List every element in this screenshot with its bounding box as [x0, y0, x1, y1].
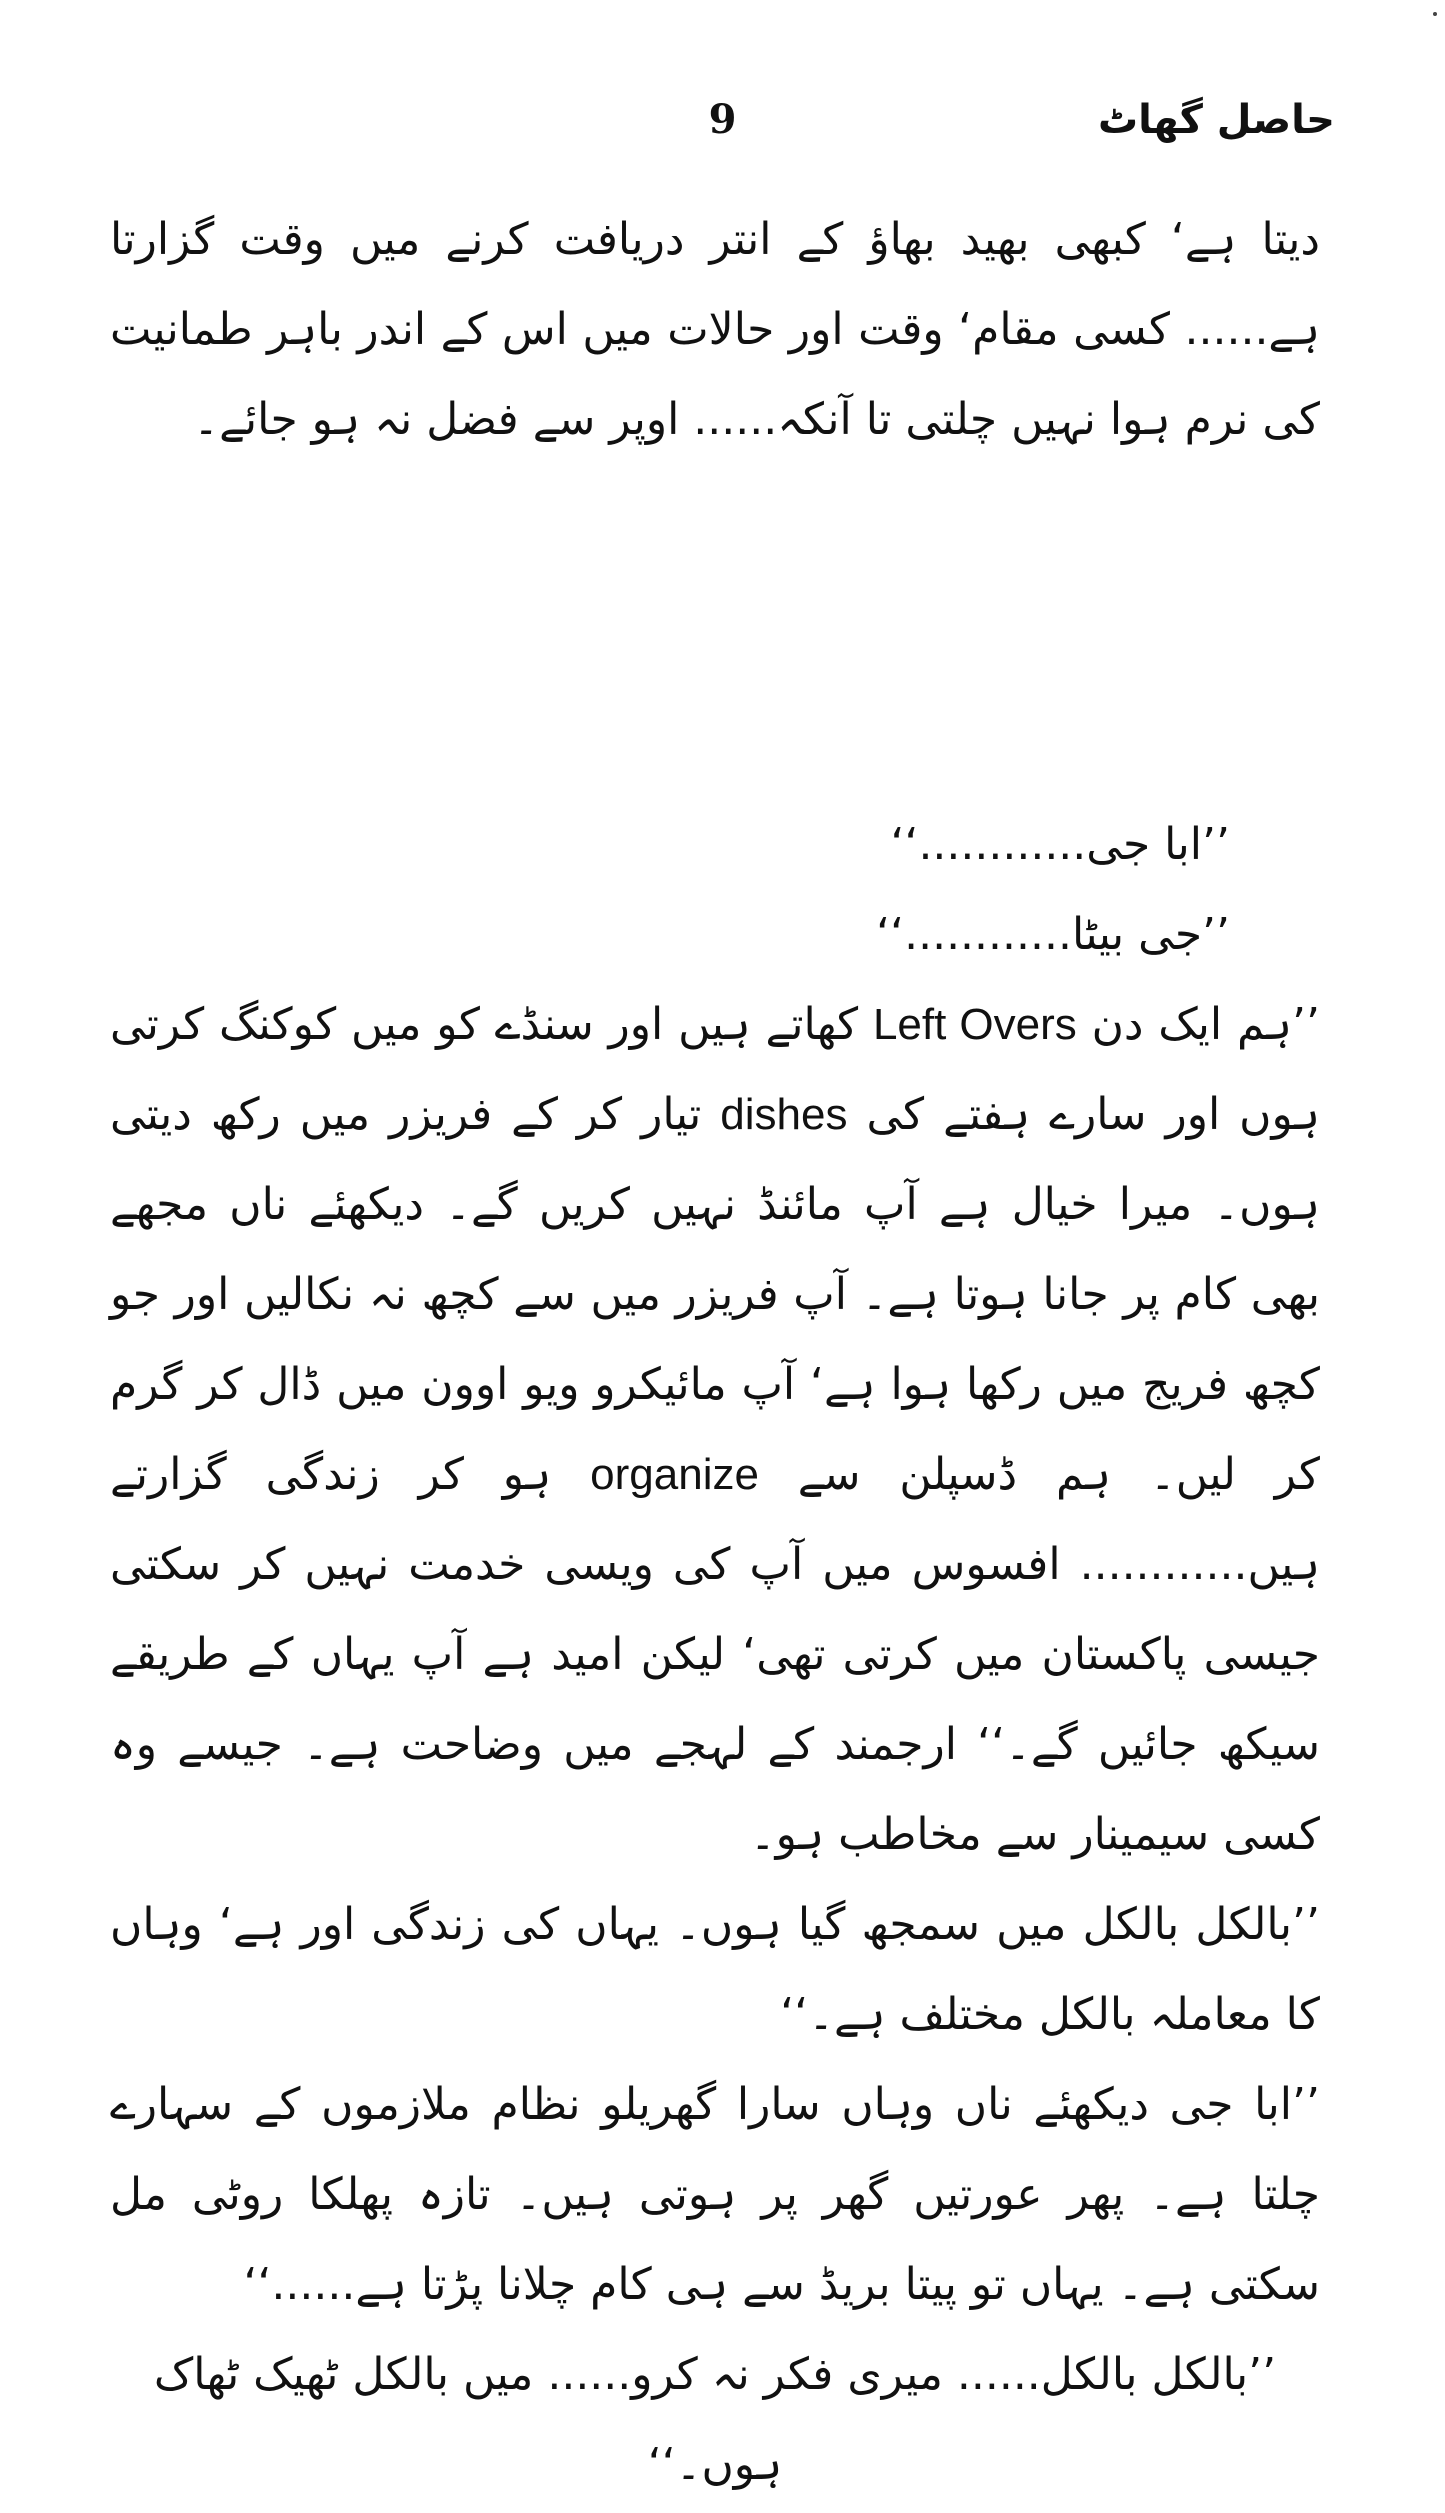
speech-text-c: تیار کر کے فریزر میں رکھ دیتی ہوں۔ میرا خیال ہے آپ مائنڈ نہیں کریں گے۔ دیکھئے ناں مجھے بھی کام پر جانا ہوتا ہے۔ آپ فریزر میں سے کچھ نہ نکالیں اور جو کچھ فریج میں رکھا ہوا ہے‘ آپ مائیکرو ویو اوون میں ڈال کر گرم کر لیں۔ ہم ڈسپلن سے	[110, 1089, 1320, 1500]
page-header	[110, 85, 1335, 155]
dialogue-line-ji-beta: ’’جی بیٹا............‘‘	[876, 909, 1230, 960]
speech-text-a: ’’ہم ایک دن	[1076, 999, 1320, 1050]
daughter-explanation-paragraph: ’’ابا جی دیکھئے ناں وہاں سارا گھریلو نظام ملازموں کے سہارے چلتا ہے۔ پھر عورتیں گھر پر ہوتی ہیں۔ تازہ پھلکا روٹی مل سکتی ہے۔ یہاں تو پیتا بریڈ سے ہی کام چلانا پڑتا ہے......‘‘	[110, 2079, 1320, 2310]
father-reply-paragraph: ’’بالکل بالکل میں سمجھ گیا ہوں۔ یہاں کی زندگی اور ہے‘ وہاں کا معاملہ بالکل مختلف ہے۔‘‘	[110, 1899, 1320, 2040]
speech-text-d: ہو کر زندگی گزارتے ہیں............ افسوس میں آپ کی ویسی خدمت نہیں کر سکتی جیسی پاکستان میں کرتی تھی‘ لیکن امید ہے آپ یہاں کے طریقے سیکھ جائیں گے۔‘‘ ارجمند کے لہجے میں وضاحت ہے۔ جیسے وہ کسی سیمینار سے مخاطب ہو۔	[110, 1449, 1320, 1860]
page-number: 9	[708, 96, 737, 143]
english-term-organize: organize	[590, 1450, 759, 1499]
english-term-dishes: dishes	[720, 1090, 848, 1139]
arjumand-speech-paragraph	[110, 980, 1320, 1880]
running-title: حاصل گھاٹ	[1097, 97, 1335, 143]
scan-speck	[1433, 12, 1437, 16]
father-final-line: ’’بالکل بالکل...... میری فکر نہ کرو...... میں بالکل ٹھیک ٹھاک ہوں۔‘‘	[153, 2349, 1277, 2490]
intro-paragraph: دیتا ہے‘ کبھی بھید بھاؤ کے انتر دریافت کرنے میں وقت گزارتا ہے...... کسی مقام‘ وقت اور حالات میں اس کے اندر باہر طمانیت کی نرم ہوا نہیں چلتی تا آنکہ...... اوپر سے فضل نہ ہو جائے۔	[110, 214, 1320, 445]
speech-text-b: کھاتے ہیں اور سنڈے کو میں کوکنگ کرتی ہوں اور سارے ہفتے کی	[110, 999, 1320, 1140]
dialogue-line-abba-ji: ’’ابا جی............‘‘	[890, 819, 1230, 870]
dialogue-section	[110, 800, 1320, 2510]
intro-section	[110, 195, 1320, 465]
english-term-left-overs: Left Overs	[872, 1000, 1077, 1049]
